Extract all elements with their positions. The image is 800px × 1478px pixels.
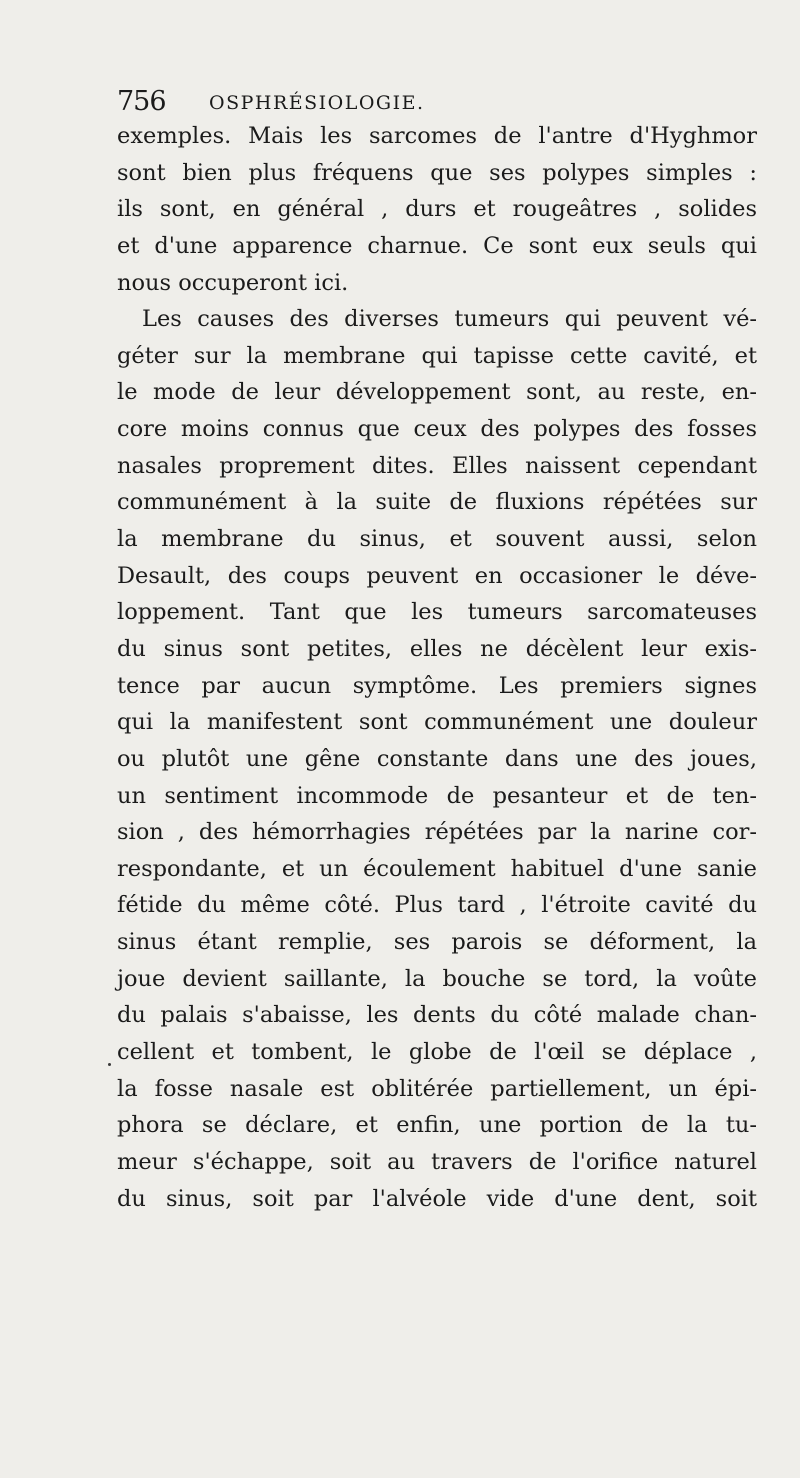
text-line: du sinus, soit par l'alvéole vide d'une dent, soit <box>117 1185 757 1212</box>
text-line: géter sur la membrane qui tapisse cette cavité, et <box>117 342 757 369</box>
text-line: et d'une apparence charnue. Ce sont eux seuls qui <box>117 232 757 259</box>
text-line: sont bien plus fréquens que ses polypes simples : <box>117 159 757 186</box>
text-line: communément à la suite de fluxions répétées sur <box>117 489 757 516</box>
text-line: ou plutôt une gêne constante dans une des joues, <box>117 745 757 772</box>
text-line: ils sont, en général , durs et rougeâtres , solides <box>117 196 757 223</box>
text-line: loppement. Tant que les tumeurs sarcomateuses <box>117 599 757 626</box>
text-line: core moins connus que ceux des polypes des fosses <box>117 416 757 443</box>
text-line: nasales proprement dites. Elles naissent cependant <box>117 452 757 479</box>
text-line: Les causes des diverses tumeurs qui peuvent vé- <box>142 306 757 333</box>
text-line: exemples. Mais les sarcomes de l'antre d'Hyghmor <box>117 123 757 149</box>
text-line: un sentiment incommode de pesanteur et de ten- <box>117 782 757 809</box>
text-line: le mode de leur développement sont, au reste, en- <box>117 379 757 406</box>
text-line: fétide du même côté. Plus tard , l'étroite cavité du <box>117 892 757 919</box>
running-head <box>117 86 757 118</box>
text-line: nous occuperont ici. <box>117 269 349 296</box>
text-line: tence par aucun symptôme. Les premiers signes <box>117 672 757 699</box>
text-line: Desault, des coups peuvent en occasioner le déve- <box>117 562 757 589</box>
page-number: 756 <box>117 86 166 117</box>
running-title: OSPHRÉSIOLOGIE. <box>209 92 425 114</box>
text-line: phora se déclare, et enfin, une portion de la tu- <box>117 1112 757 1139</box>
print-speck <box>108 1063 111 1066</box>
text-line: la fosse nasale est oblitérée partiellement, un épi- <box>117 1075 757 1102</box>
text-line: qui la manifestent sont communément une douleur <box>117 709 757 736</box>
body-text <box>117 118 757 1217</box>
text-line: du sinus sont petites, elles ne décèlent leur exis- <box>117 635 757 662</box>
text-line: du palais s'abaisse, les dents du côté malade chan- <box>117 1002 757 1029</box>
text-line: meur s'échappe, soit au travers de l'orifice naturel <box>117 1148 757 1175</box>
text-line: la membrane du sinus, et souvent aussi, selon <box>117 526 757 553</box>
text-line: sinus étant remplie, ses parois se déforment, la <box>117 929 757 956</box>
text-line: respondante, et un écoulement habituel d'une sanie <box>117 855 757 882</box>
text-line: joue devient saillante, la bouche se tord, la voûte <box>117 965 757 992</box>
text-line: sion , des hémorrhagies répétées par la narine cor- <box>117 819 757 846</box>
text-line: cellent et tombent, le globe de l'œil se déplace , <box>117 1039 757 1066</box>
